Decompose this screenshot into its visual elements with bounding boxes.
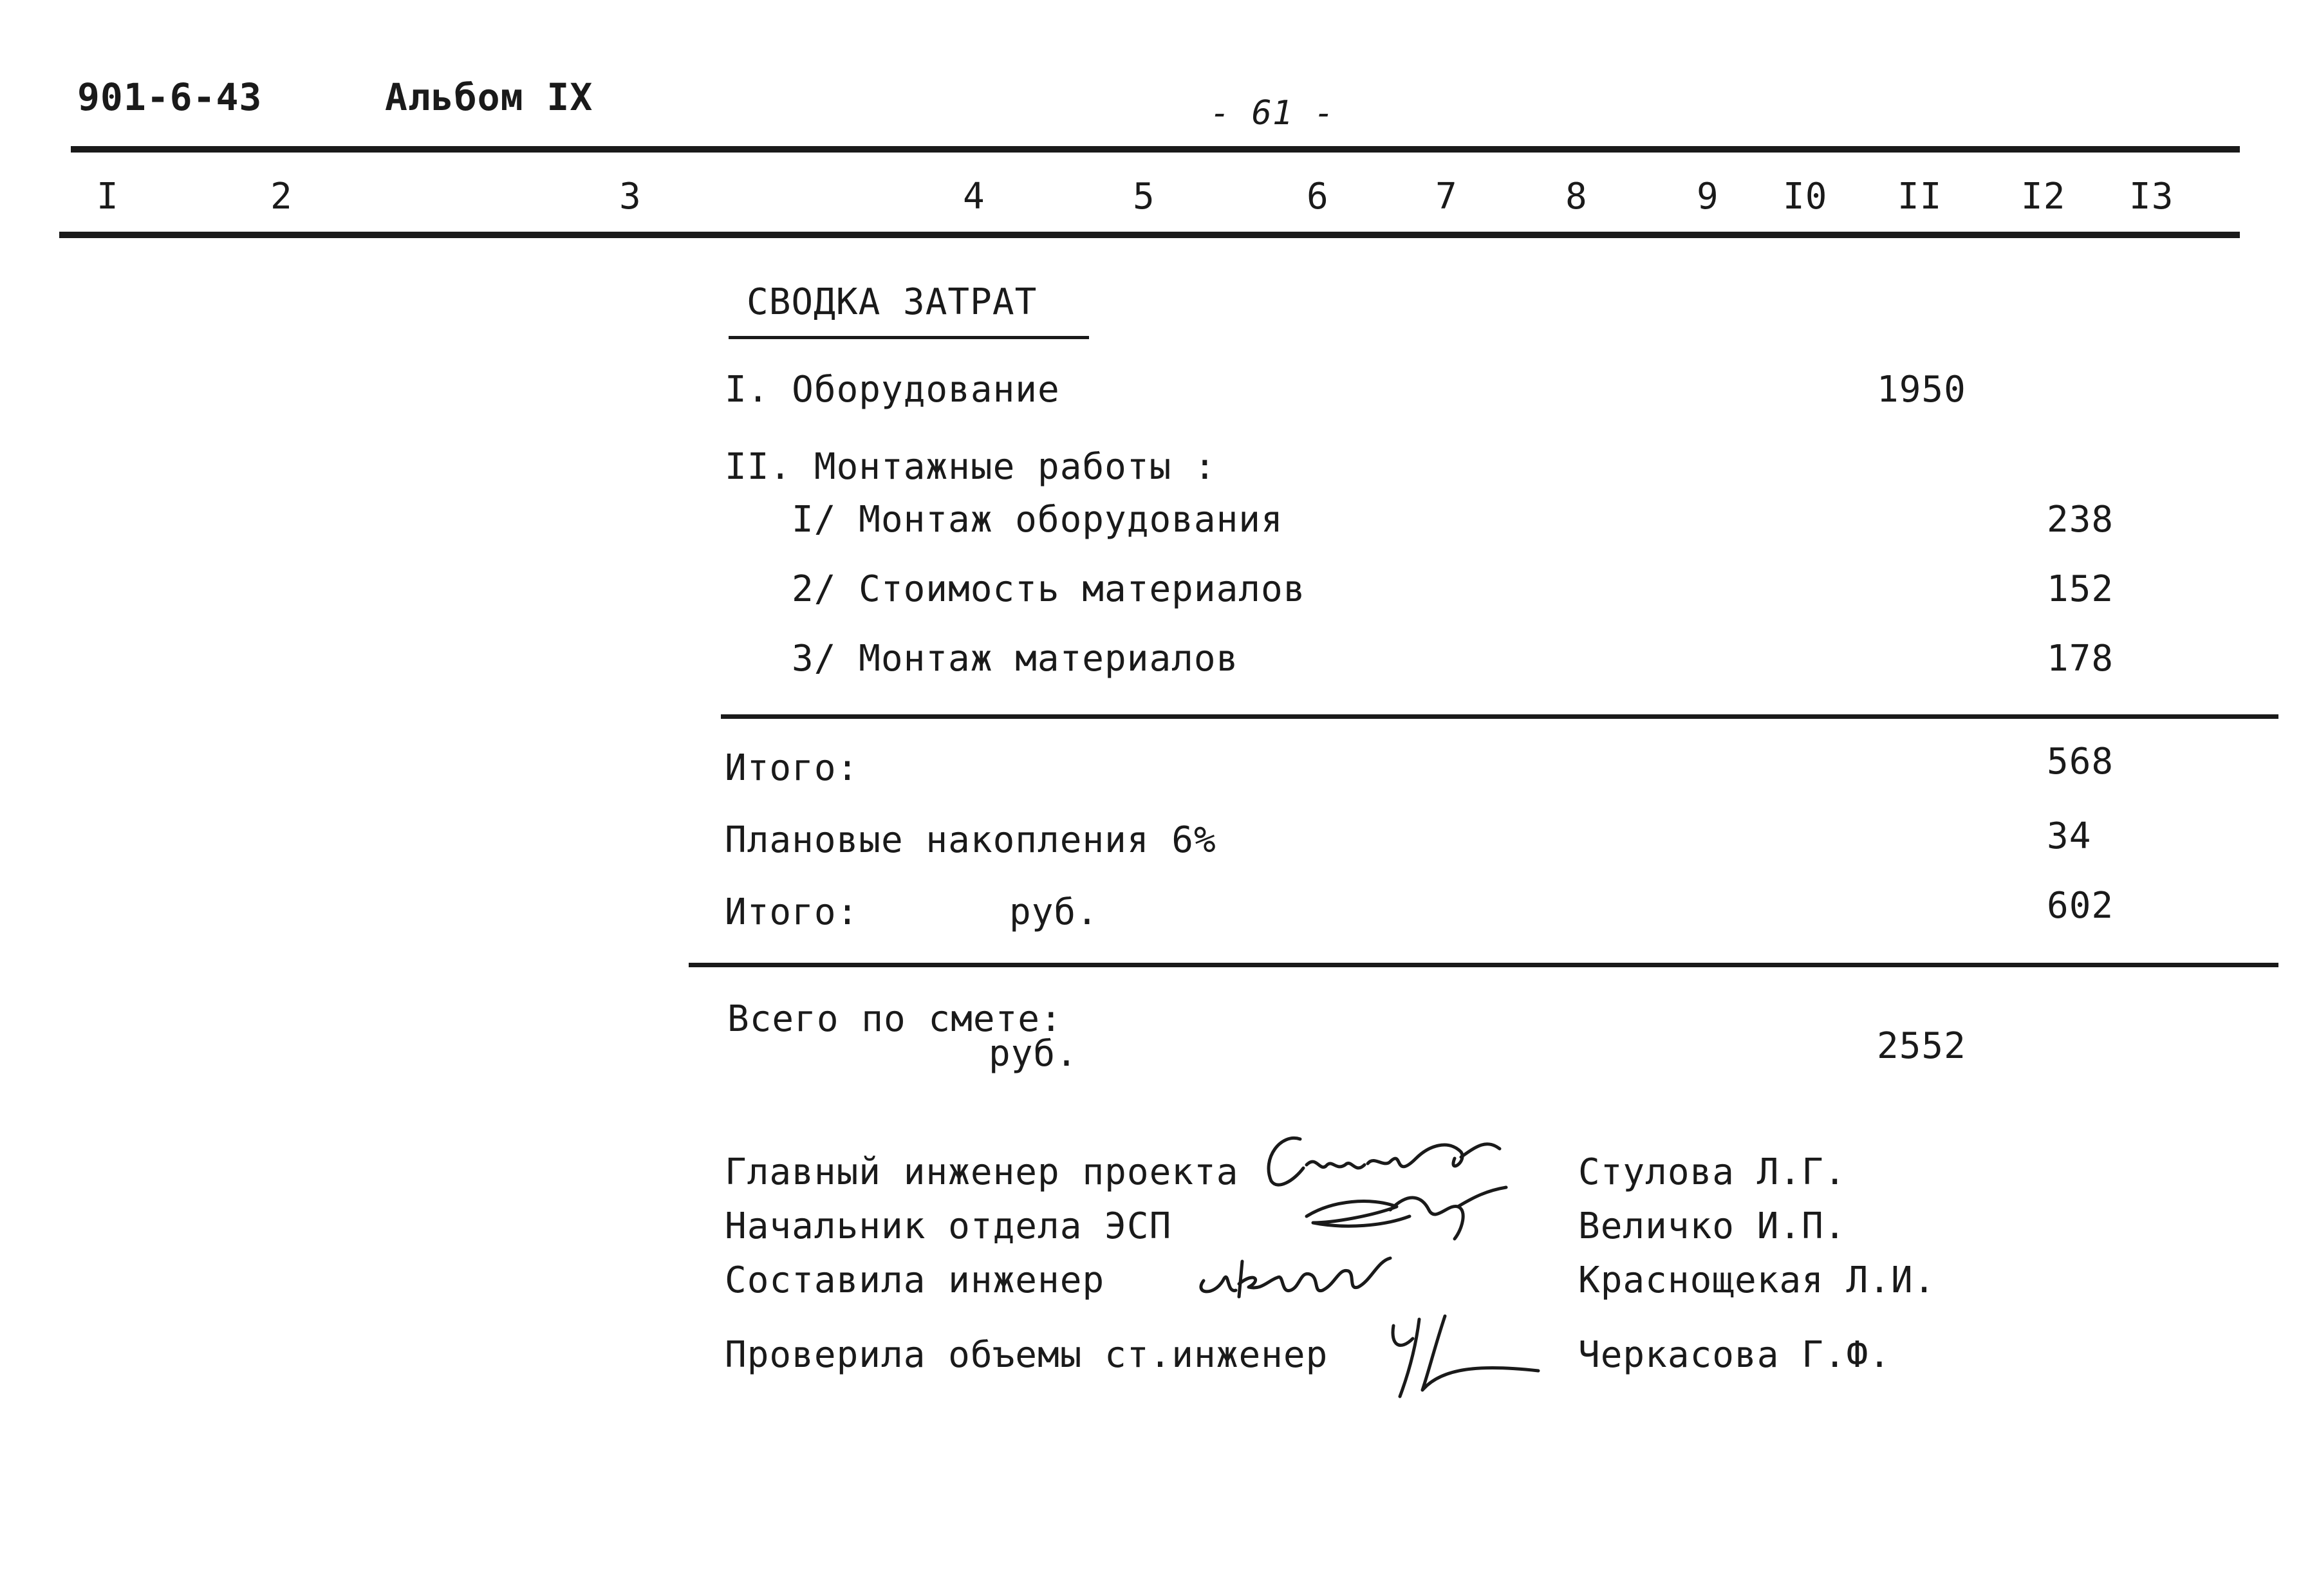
- grand-total-rule: [689, 963, 2278, 967]
- installation-item-value: 152: [2047, 568, 2114, 610]
- installation-item-label: 2/ Стоимость материалов: [792, 568, 1306, 610]
- column-number: 2: [270, 176, 293, 218]
- installation-item-value: 238: [2047, 499, 2114, 541]
- signature-role: Главный инженер проекта: [725, 1151, 1239, 1193]
- column-number: 3: [619, 176, 642, 218]
- grand-total-value: 2552: [1877, 1025, 1966, 1067]
- title-underline: [729, 336, 1089, 339]
- grand-total-label: Всего по смете:: [727, 998, 1063, 1040]
- header-bottom-rule: [59, 232, 2240, 238]
- planned-savings-label: Плановые накопления 6%: [725, 819, 1216, 861]
- signature-role: Проверила объемы ст.инженер: [725, 1334, 1328, 1376]
- grand-total-unit: руб.: [989, 1033, 1078, 1075]
- total-unit: руб.: [1009, 891, 1099, 933]
- handwritten-signature: [1184, 1236, 1455, 1306]
- signature-name: Величко И.П.: [1578, 1205, 1847, 1247]
- equipment-value: 1950: [1877, 369, 1966, 411]
- column-number: 6: [1307, 176, 1329, 218]
- column-number: I2: [2021, 176, 2066, 218]
- total-label: Итого:: [725, 891, 859, 933]
- column-number: 7: [1435, 176, 1458, 218]
- document-code: 901-6-43: [77, 75, 263, 119]
- signature-name: Стулова Л.Г.: [1578, 1151, 1847, 1193]
- planned-savings-value: 34: [2047, 815, 2092, 857]
- album-label: Альбом IX: [385, 75, 593, 119]
- header-top-rule: [71, 146, 2240, 153]
- installation-item-label: 3/ Монтаж материалов: [792, 638, 1239, 680]
- signature-name: Черкасова Г.Ф.: [1578, 1334, 1892, 1376]
- installation-heading: II. Монтажные работы :: [725, 446, 1216, 488]
- summary-title: СВОДКА ЗАТРАТ: [747, 281, 1038, 323]
- signature-name: Краснощекая Л.И.: [1578, 1259, 1936, 1301]
- total-value: 602: [2047, 885, 2114, 927]
- handwritten-signature: [1384, 1306, 1551, 1409]
- subtotal-rule: [721, 714, 2278, 719]
- column-number: 9: [1697, 176, 1719, 218]
- installation-item-label: I/ Монтаж оборудования: [792, 499, 1283, 541]
- signature-role: Начальник отдела ЭСП: [725, 1205, 1172, 1247]
- column-number: 4: [963, 176, 985, 218]
- subtotal-label: Итого:: [725, 747, 859, 789]
- equipment-label: I. Оборудование: [725, 369, 1060, 411]
- column-number: I3: [2129, 176, 2174, 218]
- subtotal-value: 568: [2047, 741, 2114, 783]
- signature-role: Составила инженер: [725, 1259, 1105, 1301]
- column-number: I0: [1783, 176, 1828, 218]
- page-number: - 61 -: [1210, 94, 1335, 133]
- column-number: I: [97, 176, 119, 218]
- column-number: 5: [1133, 176, 1155, 218]
- column-number: II: [1897, 176, 1942, 218]
- column-number: 8: [1565, 176, 1588, 218]
- installation-item-value: 178: [2047, 638, 2114, 680]
